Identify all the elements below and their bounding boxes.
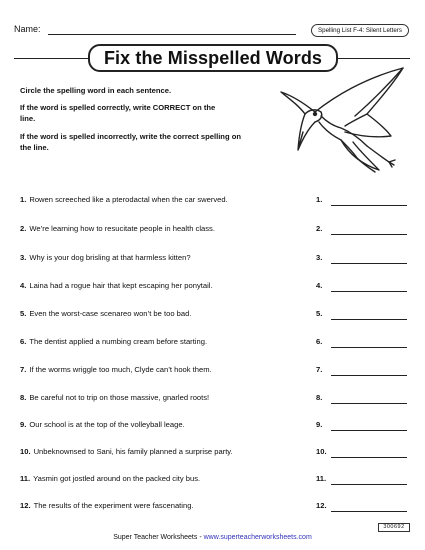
name-label: Name:: [14, 24, 41, 34]
answer-number: 8.: [316, 393, 323, 402]
answer-line[interactable]: [331, 347, 407, 348]
answer-number: 2.: [316, 224, 323, 233]
answer-number: 10.: [316, 447, 327, 456]
answer-line[interactable]: [331, 375, 407, 376]
answer-number: 9.: [316, 420, 323, 429]
list-item: 6. The dentist applied a numbing cream before starting.: [20, 337, 208, 346]
footer-site-name: Super Teacher Worksheets: [113, 534, 198, 541]
list-item: 4. Laina had a rogue hair that kept escaping her ponytail.: [20, 281, 213, 290]
title-rule-right: [338, 58, 410, 59]
spelling-list-badge: Spelling List F-4: Silent Letters: [311, 24, 409, 37]
instruction-1: Circle the spelling word in each sentence.: [20, 86, 172, 95]
list-item: 3. Why is your dog brisling at that harmless kitten?: [20, 253, 191, 262]
answer-line[interactable]: [331, 457, 407, 458]
footer: [0, 534, 425, 541]
footer-separator: -: [197, 534, 204, 541]
list-item: 11. Yasmin got jostled around on the packed city bus.: [20, 474, 201, 483]
answer-line[interactable]: [331, 403, 407, 404]
list-item: 10. Unbeknownsed to Sani, his family planned a surprise party.: [20, 447, 233, 456]
list-item: 2. We’re learning how to resucitate people in health class.: [20, 224, 215, 233]
answer-line[interactable]: [331, 205, 407, 206]
page-title: Fix the Misspelled Words: [88, 44, 338, 72]
answer-number: 6.: [316, 337, 323, 346]
list-item: 9. Our school is at the top of the volleyball leage.: [20, 420, 185, 429]
answer-number: 11.: [316, 474, 327, 483]
worksheet-code: 300692: [378, 523, 410, 532]
answer-line[interactable]: [331, 484, 407, 485]
answer-line[interactable]: [331, 511, 407, 512]
list-item: 5. Even the worst-case scenareo won’t be too bad.: [20, 309, 192, 318]
answer-line[interactable]: [331, 263, 407, 264]
answer-line[interactable]: [331, 291, 407, 292]
instruction-2: If the word is spelled correctly, write CORRECT on the line.: [20, 103, 216, 123]
title-rule-left: [14, 58, 88, 59]
answer-number: 4.: [316, 281, 323, 290]
answer-number: 5.: [316, 309, 323, 318]
answer-number: 3.: [316, 253, 323, 262]
list-item: 1. Rowen screeched like a pterodactal when the car swerved.: [20, 195, 228, 204]
answer-number: 12.: [316, 501, 327, 510]
answer-line[interactable]: [331, 319, 407, 320]
list-item: 7. If the worms wriggle too much, Clyde can’t hook them.: [20, 365, 212, 374]
name-line: [48, 34, 296, 35]
answer-number: 7.: [316, 365, 323, 374]
instruction-3: If the word is spelled incorrectly, write the correct spelling on the line.: [20, 132, 241, 152]
list-item: 8. Be careful not to trip on those massive, gnarled roots!: [20, 393, 210, 402]
footer-url-link[interactable]: www.superteacherworksheets.com: [203, 534, 312, 541]
answer-line[interactable]: [331, 234, 407, 235]
answer-number: 1.: [316, 195, 323, 204]
pterodactyl-illustration: [275, 66, 415, 176]
answer-line[interactable]: [331, 430, 407, 431]
list-item: 12. The results of the experiment were fascenating.: [20, 501, 194, 510]
